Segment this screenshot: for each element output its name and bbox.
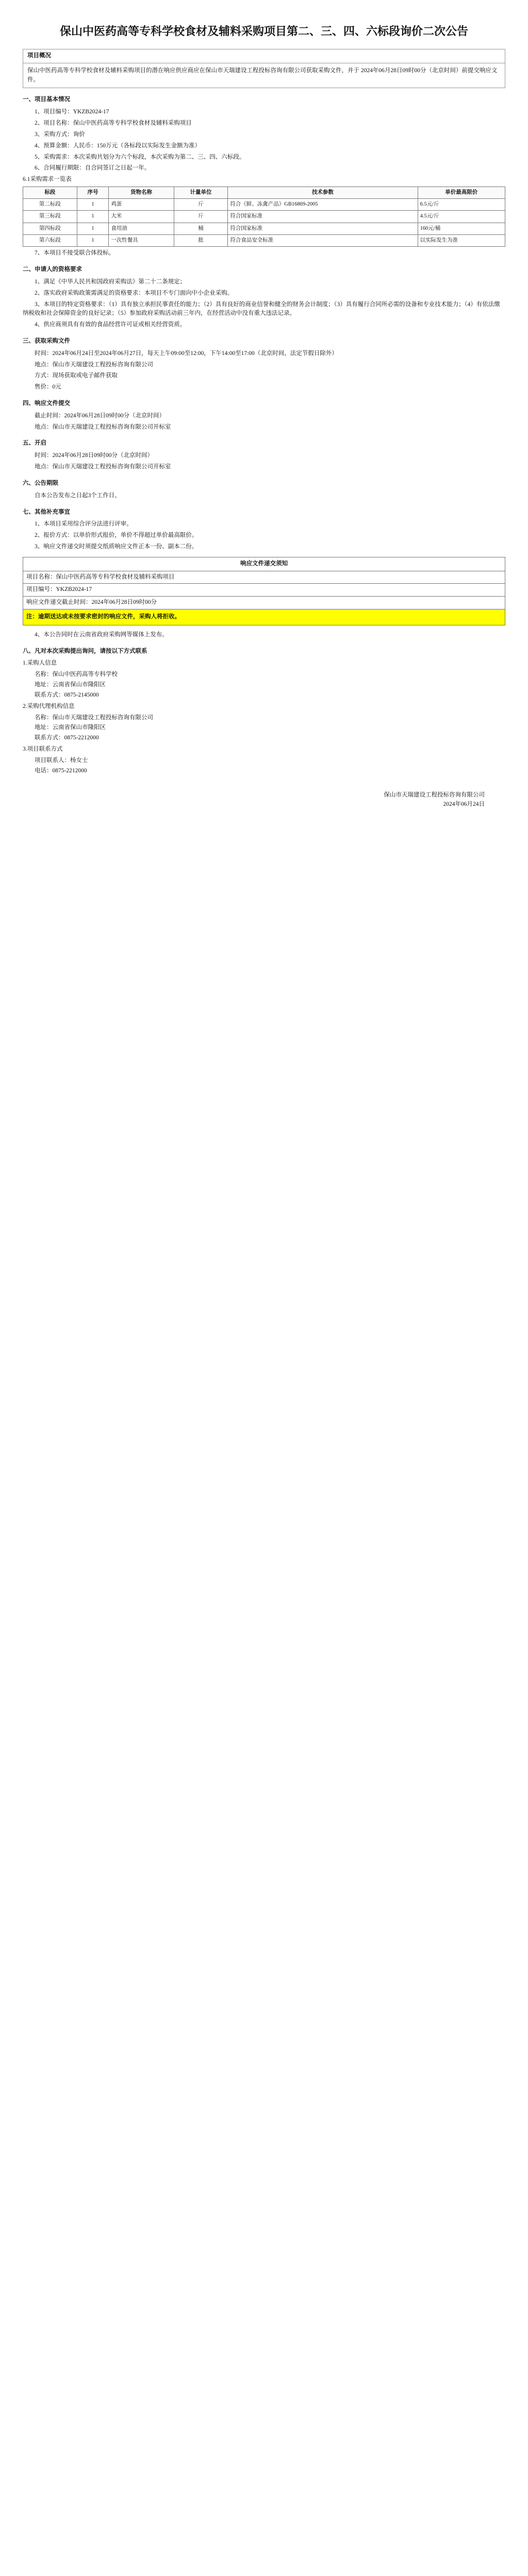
- paragraph: 3、采购方式：询价: [35, 131, 85, 138]
- table-cell: 1: [77, 223, 109, 234]
- paragraph: 时间：2024年06月24日至2024年06月27日，每天上午09:00至12:00，下午14:00至17:00（北京时间，法定节假日除外）: [35, 350, 338, 357]
- contact-line: 项目联系人：杨女士: [35, 757, 88, 764]
- table-row: [23, 211, 505, 223]
- table-cell: 第四标段: [23, 223, 77, 234]
- section-1-title: 一、项目基本情况: [23, 96, 70, 103]
- contact-line: 名称：保山市天瑞建设工程投标咨询有限公司: [35, 714, 153, 721]
- paragraph: 时间：2024年06月28日09时00分（北京时间）: [35, 452, 153, 459]
- paragraph: 3、本项目的特定资格要求：（1）具有独立承担民事责任的能力；（2）具有良好的商业信誉和健全的财务会计制度；（3）具有履行合同所必需的设备和专业技术能力；（4）有依法缴纳税收和社会保障资金的良好记录；（5）参加政府采购活动前三年内，在经营活动中没有重大违法记录。: [23, 301, 500, 317]
- contact-line: 地址：云南省保山市隆阳区: [35, 682, 106, 688]
- table-cell: 大米: [109, 211, 174, 223]
- paragraph: 4、供应商须具有有效的食品经营许可证或相关经营资质。: [35, 321, 186, 328]
- paragraph: 5、采购需求：本次采购共划分为六个标段，本次采购为第二、三、四、六标段。: [35, 154, 245, 160]
- table-header-cell: 序号: [77, 187, 109, 198]
- paragraph: 地点：保山市天瑞建设工程投标咨询有限公司开标室: [35, 423, 171, 430]
- section-7-title: 七、其他补充事宜: [23, 509, 70, 515]
- section-2: [23, 265, 505, 330]
- table-cell: 符合食品安全标准: [228, 235, 418, 247]
- table-caption: 6.1采购需求一览表: [23, 176, 72, 183]
- section-2-title: 二、申请人的资格要求: [23, 266, 82, 273]
- table-cell: 符合《鲜、冻禽产品》GB16869-2005: [228, 199, 418, 211]
- signature-date: 2024年06月24日: [443, 801, 485, 808]
- table-cell: 批: [174, 235, 228, 247]
- paragraph: 售价：0元: [35, 384, 61, 391]
- submission-notice-title: 响应文件递交须知: [23, 557, 505, 571]
- section-1: [23, 95, 505, 258]
- table-cell: 以实际发生为准: [418, 235, 505, 247]
- table-header-row: [23, 187, 505, 198]
- table-cell: 斤: [174, 211, 228, 223]
- section-4: [23, 399, 505, 432]
- submission-notice-note: 注：逾期送达或未按要求密封的响应文件，采购人将拒收。: [23, 609, 505, 625]
- section-8-title: 八、凡对本次采购提出询问，请按以下方式联系: [23, 648, 147, 654]
- section-7: [23, 508, 505, 640]
- section-3: [23, 337, 505, 392]
- table-cell: 4.5元/斤: [418, 211, 505, 223]
- submission-notice-box: [23, 557, 505, 625]
- paragraph: 截止时间：2024年06月28日09时00分（北京时间）: [35, 412, 165, 419]
- paragraph: 地点：保山市天瑞建设工程投标咨询有限公司: [35, 361, 153, 368]
- paragraph: 1、满足《中华人民共和国政府采购法》第二十二条规定；: [35, 278, 186, 285]
- table-cell: 食用油: [109, 223, 174, 234]
- contact-heading: 2.采购代理机构信息: [23, 703, 75, 709]
- page-title: 保山中医药高等专科学校食材及辅料采购项目第二、三、四、六标段询价二次公告: [59, 25, 468, 38]
- contact-heading: 3.项目联系方式: [23, 745, 63, 752]
- table-cell: 160元/桶: [418, 223, 505, 234]
- section-8: [23, 647, 505, 776]
- paragraph: 自本公告发布之日起3个工作日。: [35, 492, 121, 499]
- section-5-title: 五、开启: [23, 440, 46, 447]
- submission-notice-row: 响应文件递交截止时间：2024年06月28日09时00分: [23, 597, 505, 609]
- contact-line: 电话：0875-2212000: [35, 767, 87, 774]
- paragraph: 3、响应文件递交时须提交纸质响应文件正本一份、副本二份。: [35, 543, 198, 550]
- table-cell: 桶: [174, 223, 228, 234]
- table-cell: 第二标段: [23, 199, 77, 211]
- section-4-title: 四、响应文件提交: [23, 400, 70, 407]
- table-cell: 鸡蛋: [109, 199, 174, 211]
- section-6: [23, 479, 505, 501]
- table-row: [23, 223, 505, 234]
- table-cell: 斤: [174, 199, 228, 211]
- requirements-table: [23, 187, 505, 247]
- table-cell: 第六标段: [23, 235, 77, 247]
- table-row: [23, 199, 505, 211]
- table-header-cell: 单价最高限价: [418, 187, 505, 198]
- paragraph: 地点：保山市天瑞建设工程投标咨询有限公司开标室: [35, 464, 171, 470]
- table-header-cell: 标段: [23, 187, 77, 198]
- contact-line: 名称：保山中医药高等专科学校: [35, 671, 118, 678]
- table-cell: 符合国家标准: [228, 211, 418, 223]
- table-cell: 1: [77, 211, 109, 223]
- section-5: [23, 439, 505, 471]
- overview-text: 保山中医药高等专科学校食材及辅料采购项目的潜在响应供应商应在保山市天瑞建设工程投标咨询有限公司获取采购文件，并于 2024年06月28日09时00分（北京时间）前提交响应文件。: [27, 67, 498, 83]
- paragraph: 4、本公告同时在云南省政府采购网等媒体上发布。: [35, 631, 168, 638]
- overview-box: [23, 49, 505, 88]
- contact-heading: 1.采购人信息: [23, 660, 57, 667]
- signature-block: [23, 791, 505, 809]
- paragraph: 2、报价方式：以单价形式报价，单价不得超过单价最高限价。: [35, 532, 198, 539]
- contact-line: 地址：云南省保山市隆阳区: [35, 724, 106, 731]
- table-header-cell: 计量单位: [174, 187, 228, 198]
- table-cell: 1: [77, 235, 109, 247]
- paragraph: 1、项目编号：YKZB2024-17: [35, 109, 109, 115]
- paragraph: 1、本项目采用综合评分法进行评审。: [35, 521, 133, 528]
- table-cell: 第三标段: [23, 211, 77, 223]
- table-header-cell: 货物名称: [109, 187, 174, 198]
- table-cell: 6.5元/斤: [418, 199, 505, 211]
- paragraph: 6、合同履行期限：自合同签订之日起一年。: [35, 165, 151, 172]
- contact-line: 联系方式：0875-2145000: [35, 691, 99, 698]
- submission-notice-row: 项目名称：保山中医药高等专科学校食材及辅料采购项目: [23, 571, 505, 584]
- section-6-title: 六、公告期限: [23, 480, 58, 486]
- paragraph: 4、预算金额：人民币：150万元（各标段以实际发生金额为准）: [35, 142, 201, 149]
- table-row: [23, 235, 505, 247]
- signature-org: 保山市天瑞建设工程投标咨询有限公司: [384, 792, 485, 799]
- table-cell: 1: [77, 199, 109, 211]
- overview-heading: 项目概况: [23, 49, 505, 63]
- table-cell: 一次性餐具: [109, 235, 174, 247]
- section-3-title: 三、获取采购文件: [23, 337, 70, 344]
- paragraph: 2、项目名称：保山中医药高等专科学校食材及辅料采购项目: [35, 120, 192, 127]
- paragraph: 2、落实政府采购政策需满足的资格要求：本项目不专门面向中小企业采购。: [35, 290, 234, 296]
- contact-line: 联系方式：0875-2212000: [35, 735, 99, 741]
- paragraph: 7、本项目不接受联合体投标。: [35, 250, 115, 257]
- paragraph: 方式：现场获取或电子邮件获取: [35, 372, 118, 379]
- table-header-cell: 技术参数: [228, 187, 418, 198]
- submission-notice-row: 项目编号：YKZB2024-17: [23, 584, 505, 597]
- table-cell: 符合国家标准: [228, 223, 418, 234]
